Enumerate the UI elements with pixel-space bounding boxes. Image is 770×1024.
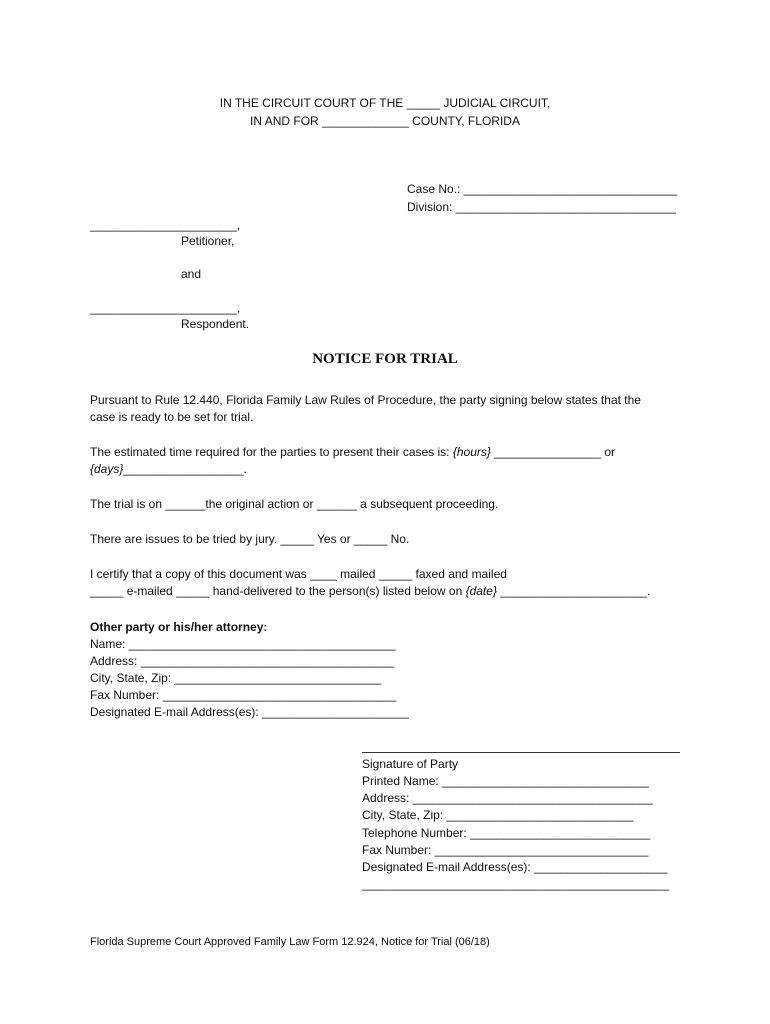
petitioner-blank: ______________________, (90, 218, 241, 232)
other-party-name-field: Name: ________________________________________ (90, 637, 396, 651)
date-blank: ______________________. (496, 584, 651, 598)
paragraph-certify-line2 (90, 584, 650, 599)
signature-city-field: City, State, Zip: ____________________________ (362, 808, 634, 822)
signature-fax-field: Fax Number: ________________________________ (362, 843, 649, 857)
days-blank: __________________. (123, 462, 247, 476)
respondent-blank: ______________________, (90, 301, 241, 315)
signature-line (362, 752, 680, 753)
and-label: and (181, 267, 202, 281)
signature-of-party-label: Signature of Party (362, 757, 459, 771)
respondent-label: Respondent. (181, 317, 250, 331)
other-party-email-field: Designated E-mail Address(es): ______________________ (90, 705, 409, 719)
paragraph-trial-on: The trial is on ______the original action or ______ a subsequent proceeding. (90, 497, 499, 511)
paragraph-jury: There are issues to be tried by jury. _____ Yes or _____ No. (90, 532, 410, 546)
petitioner-label: Petitioner, (181, 234, 235, 248)
printed-name-field: Printed Name: _______________________________ (362, 774, 649, 788)
hours-placeholder: {hours} (452, 445, 491, 459)
signature-extra-line: ______________________________________________ (362, 877, 669, 891)
document-title: NOTICE FOR TRIAL (312, 351, 458, 367)
court-header-line1: IN THE CIRCUIT COURT OF THE _____ JUDICIAL CIRCUIT, (219, 96, 551, 110)
date-placeholder: {date} (465, 584, 497, 598)
paragraph-rule-line2: case is ready to be set for trial. (90, 410, 254, 424)
other-party-heading: Other party or his/her attorney: (90, 620, 268, 634)
certify-text: _____ e-mailed _____ hand-delivered to the person(s) listed below on (90, 584, 466, 598)
paragraph-certify-line1: I certify that a copy of this document was ____ mailed _____ faxed and mailed (90, 567, 507, 581)
other-party-fax-field: Fax Number: ___________________________________ (90, 688, 397, 702)
signature-address-field: Address: ____________________________________ (362, 791, 653, 805)
signature-email-field: Designated E-mail Address(es): ____________________ (362, 860, 668, 874)
estimated-time-text: The estimated time required for the parties to present their cases is: (90, 445, 453, 459)
days-placeholder: {days} (90, 462, 124, 476)
paragraph-estimated-time-line2 (90, 462, 247, 477)
court-header-line2: IN AND FOR _____________ COUNTY, FLORIDA (250, 114, 520, 128)
case-number-field: Case No.: ________________________________ (407, 182, 678, 196)
paragraph-estimated-time-line1 (90, 445, 615, 460)
other-party-address-field: Address: ______________________________________ (90, 654, 395, 668)
hours-blank: ________________ or (490, 445, 616, 459)
form-footer: Florida Supreme Court Approved Family Law Form 12.924, Notice for Trial (06/18) (90, 936, 490, 948)
other-party-city-field: City, State, Zip: _______________________________ (90, 671, 382, 685)
paragraph-rule-line1: Pursuant to Rule 12.440, Florida Family Law Rules of Procedure, the party signing below states that the (90, 393, 641, 407)
telephone-field: Telephone Number: ___________________________ (362, 826, 651, 840)
division-field: Division: _________________________________ (407, 200, 676, 214)
